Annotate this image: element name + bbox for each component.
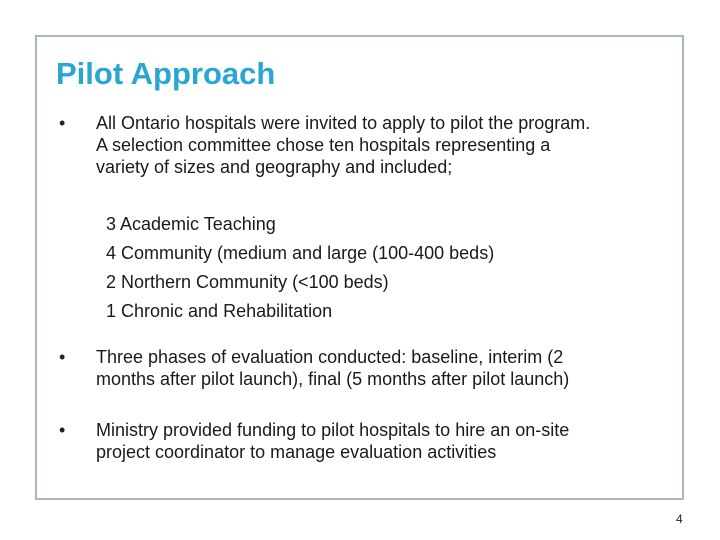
hospital-type-item: 4 Community (medium and large (100-400 beds) (106, 243, 495, 263)
hospital-type-list (106, 210, 494, 326)
text-line: A selection committee chose ten hospitals representing a (96, 135, 551, 155)
text-line: variety of sizes and geography and included; (96, 157, 453, 177)
text-line: All Ontario hospitals were invited to apply to pilot the program. (96, 113, 591, 133)
hospital-type-item: 2 Northern Community (<100 beds) (106, 272, 389, 292)
bullet-marker: • (59, 347, 66, 367)
page-number: 4 (676, 512, 683, 526)
text-line: Three phases of evaluation conducted: baseline, interim (2 (96, 347, 564, 367)
bullet-marker: • (59, 113, 66, 133)
bullet-text-evaluation-phases (96, 346, 676, 390)
bullet-text-invitation (96, 112, 676, 178)
hospital-type-item: 1 Chronic and Rehabilitation (106, 301, 333, 321)
slide-title: Pilot Approach (56, 56, 276, 91)
text-line: project coordinator to manage evaluation activities (96, 442, 497, 462)
text-line: months after pilot launch), final (5 months after pilot launch) (96, 369, 570, 389)
bullet-text-funding (96, 419, 676, 463)
bullet-marker: • (59, 420, 66, 440)
text-line: Ministry provided funding to pilot hospitals to hire an on-site (96, 420, 570, 440)
hospital-type-item: 3 Academic Teaching (106, 214, 276, 234)
